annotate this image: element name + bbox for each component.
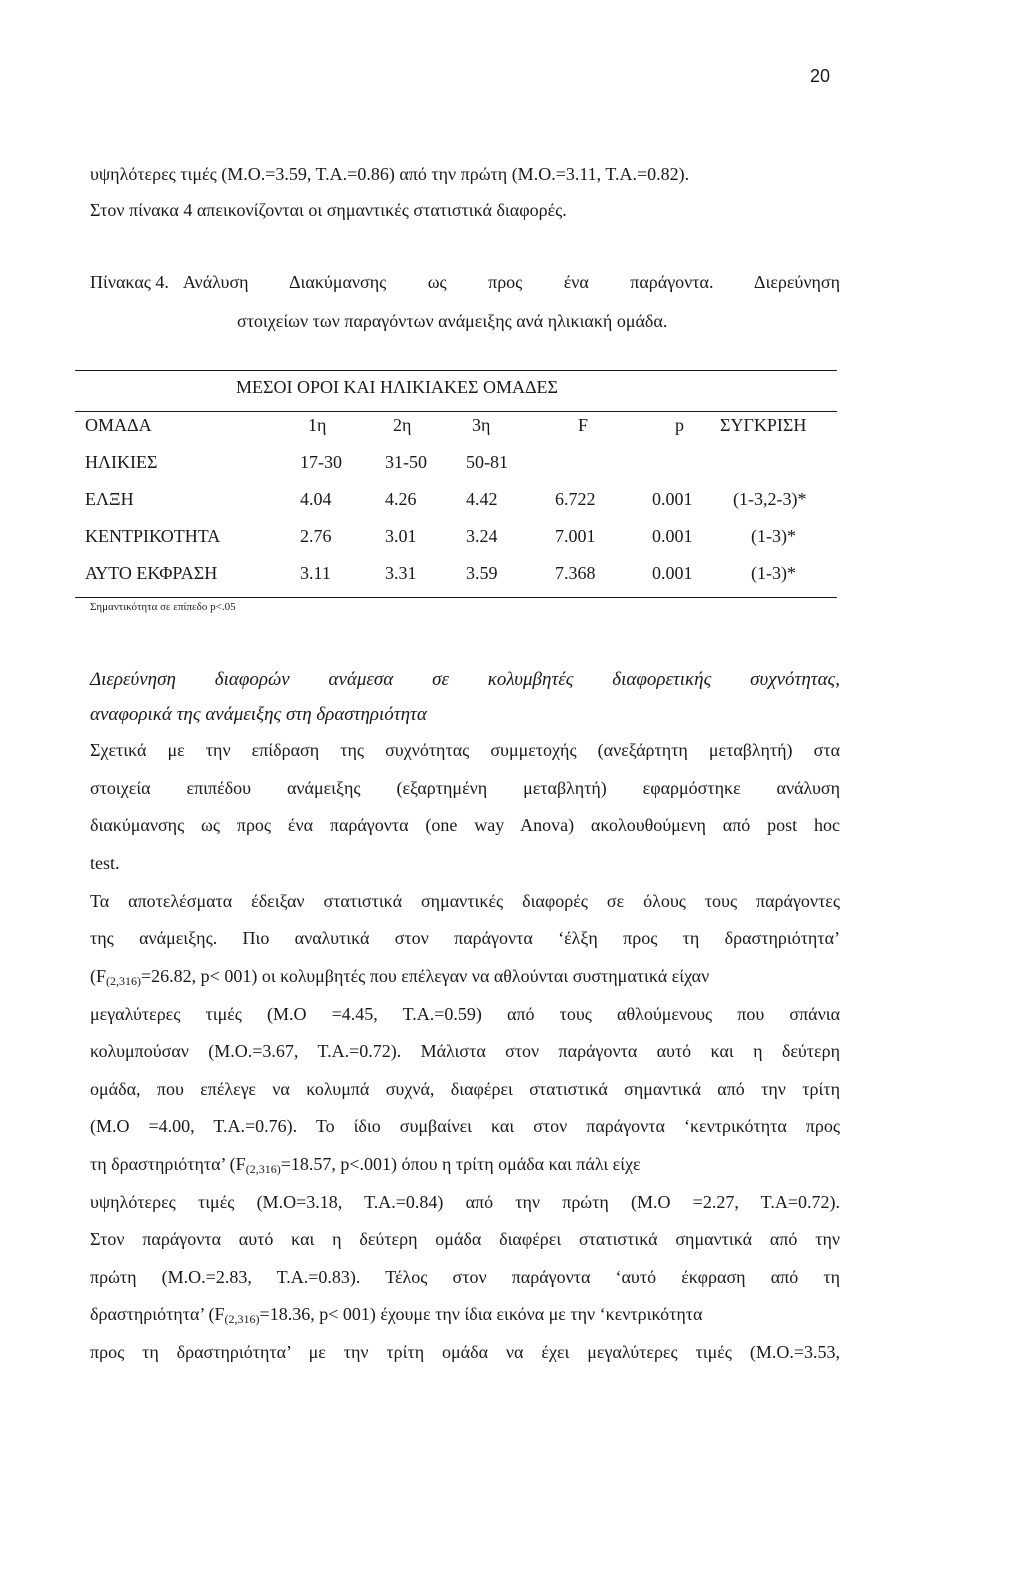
col-header-2: 2η <box>393 415 412 435</box>
cell-group-3: 3.59 <box>466 563 498 583</box>
p1-text-2: στοιχεία επιπέδου ανάμειξης (εξαρτημένη μεταβλητή) εφαρμόστηκε ανάλυση <box>90 778 840 798</box>
p2-text-8b: =18.57, p<.001) όπου η τρίτη ομάδα και πάλι είχε <box>280 1154 641 1174</box>
col-header-p: p <box>675 415 684 435</box>
f-statistic-df: (2,316) <box>106 974 142 988</box>
paragraph-1-line-2 <box>90 776 840 800</box>
paragraph-2-line-13 <box>90 1340 840 1364</box>
paragraph-2-line-7 <box>90 1114 840 1138</box>
ages-group-3: 50-81 <box>466 452 508 472</box>
cell-comparison: (1-3)* <box>751 526 796 546</box>
p2-text-7: (Μ.Ο =4.00, Τ.Α.=0.76). Το ίδιο συμβαίνει και στον παράγοντα ‘κεντρικότητα προς <box>90 1116 840 1136</box>
paragraph-2-line-10 <box>90 1227 840 1251</box>
p2-text-8a: τη δραστηριότητα’ (F <box>90 1154 246 1174</box>
table-caption-line-1 <box>90 270 840 294</box>
paragraph-2-line-4 <box>90 1002 840 1026</box>
table-caption-line-2: στοιχείων των παραγόντων ανάμειξης ανά ηλικιακή ομάδα. <box>237 311 668 331</box>
ages-group-2: 31-50 <box>385 452 427 472</box>
paragraph-1-line-1 <box>90 738 840 762</box>
table-title: ΜΕΣΟΙ ΟΡΟΙ ΚΑΙ ΗΛΙΚΙΑΚΕΣ ΟΜΑΔΕΣ <box>236 377 559 397</box>
intro-line-2: Στον πίνακα 4 απεικονίζονται οι σημαντικές στατιστικά διαφορές. <box>90 200 567 220</box>
section-heading-text-1: Διερεύνηση διαφορών ανάμεσα σε κολυμβητές διαφορετικής συχνότητας, <box>90 669 840 690</box>
cell-p: 0.001 <box>652 526 693 546</box>
row-label: ΚΕΝΤΡΙΚΟΤΗΤΑ <box>85 526 221 546</box>
cell-group-1: 3.11 <box>300 563 331 583</box>
col-header-3: 3η <box>472 415 491 435</box>
cell-p: 0.001 <box>652 563 693 583</box>
paragraph-2-line-12 <box>90 1302 702 1331</box>
col-header-f: F <box>578 415 589 435</box>
cell-group-2: 4.26 <box>385 489 417 509</box>
p2-text-13: προς τη δραστηριότητα’ με την τρίτη ομάδα να έχει μεγαλύτερες τιμές (Μ.Ο.=3.53, <box>90 1342 840 1362</box>
paragraph-2-line-2 <box>90 926 840 950</box>
paragraph-2-line-3 <box>90 964 709 993</box>
paragraph-2-line-6 <box>90 1077 840 1101</box>
section-heading-line-2: αναφορικά της ανάμειξης στη δραστηριότητα <box>90 704 427 725</box>
col-header-group: ΟΜΑΔΑ <box>85 415 152 435</box>
p2-text-9: υψηλότερες τιμές (Μ.Ο=3.18, Τ.Α.=0.84) από την πρώτη (Μ.Ο =2.27, Τ.Α=0.72). <box>90 1192 840 1212</box>
paragraph-1-line-4: test. <box>90 853 120 873</box>
cell-group-2: 3.01 <box>385 526 417 546</box>
cell-group-2: 3.31 <box>385 563 417 583</box>
cell-group-3: 3.24 <box>466 526 498 546</box>
table-bottom-rule <box>75 597 837 598</box>
table-header-rule <box>75 411 837 412</box>
paragraph-2-line-5 <box>90 1039 840 1063</box>
paragraph-2-line-9 <box>90 1190 840 1214</box>
paragraph-2-line-8 <box>90 1152 641 1181</box>
p2-text-3a: (F <box>90 966 107 986</box>
col-header-1: 1η <box>308 415 327 435</box>
p2-text-3b: =26.82, p< 001) οι κολυμβητές που επέλεγαν να αθλούνται συστηματικά είχαν <box>141 966 710 986</box>
p2-text-1: Τα αποτελέσματα έδειξαν στατιστικά σημαντικές διαφορές σε όλους τους παράγοντες <box>90 891 840 911</box>
cell-comparison: (1-3)* <box>751 563 796 583</box>
ages-label: ΗΛΙΚΙΕΣ <box>85 452 158 472</box>
p2-text-2: της ανάμειξης. Πιο αναλυτικά στον παράγοντα ‘έλξη προς τη δραστηριότητα’ <box>90 928 840 948</box>
intro-line-1: υψηλότερες τιμές (Μ.Ο.=3.59, Τ.Α.=0.86) από την πρώτη (Μ.Ο.=3.11, Τ.Α.=0.82). <box>90 164 690 184</box>
cell-group-1: 4.04 <box>300 489 332 509</box>
f-statistic-df: (2,316) <box>224 1312 260 1326</box>
cell-f: 7.001 <box>555 526 596 546</box>
p2-text-10: Στον παράγοντα αυτό και η δεύτερη ομάδα διαφέρει στατιστικά σημαντικά από την <box>90 1229 840 1249</box>
col-header-comparison: ΣΥΓΚΡΙΣΗ <box>720 415 807 435</box>
p2-text-6: ομάδα, που επέλεγε να κολυμπά συχνά, διαφέρει στατιστικά σημαντικά από την τρίτη <box>90 1079 840 1099</box>
cell-f: 6.722 <box>555 489 596 509</box>
paragraph-2-line-1 <box>90 889 840 913</box>
cell-group-1: 2.76 <box>300 526 332 546</box>
p1-text-3: διακύμανσης ως προς ένα παράγοντα (one way Anova) ακολουθούμενη από post hoc <box>90 815 840 835</box>
f-statistic-df: (2,316) <box>245 1162 281 1176</box>
p2-text-4: μεγαλύτερες τιμές (Μ.Ο =4.45, Τ.Α.=0.59) από τους αθλούμενους που σπάνια <box>90 1004 840 1024</box>
p2-text-5: κολυμπούσαν (Μ.Ο.=3.67, Τ.Α.=0.72). Μάλιστα στον παράγοντα αυτό και η δεύτερη <box>90 1041 840 1061</box>
table-note: Σημαντικότητα σε επίπεδο p<.05 <box>90 601 236 613</box>
cell-p: 0.001 <box>652 489 693 509</box>
cell-comparison: (1-3,2-3)* <box>733 489 807 509</box>
cell-f: 7.368 <box>555 563 596 583</box>
section-heading-line-1 <box>90 667 840 693</box>
paragraph-1-line-3 <box>90 813 840 837</box>
table-top-rule <box>75 370 837 371</box>
page-number: 20 <box>810 66 831 86</box>
paragraph-2-line-11 <box>90 1265 840 1289</box>
row-label: ΕΛΞΗ <box>85 489 134 509</box>
table-caption-label: Πίνακας 4. <box>90 272 169 292</box>
cell-group-3: 4.42 <box>466 489 498 509</box>
row-label: ΑΥΤΟ ΕΚΦΡΑΣΗ <box>85 563 218 583</box>
p1-text-1: Σχετικά με την επίδραση της συχνότητας συμμετοχής (ανεξάρτητη μεταβλητή) στα <box>90 740 840 760</box>
ages-group-1: 17-30 <box>300 452 342 472</box>
p2-text-12a: δραστηριότητα’ (F <box>90 1304 225 1324</box>
p2-text-11: πρώτη (Μ.Ο.=2.83, Τ.Α.=0.83). Τέλος στον παράγοντα ‘αυτό έκφραση από τη <box>90 1267 840 1287</box>
p2-text-12b: =18.36, p< 001) έχουμε την ίδια εικόνα με την ‘κεντρικότητα <box>259 1304 703 1324</box>
table-caption-title: Ανάλυση Διακύμανσης ως προς ένα παράγοντα. Διερεύνηση <box>182 272 840 292</box>
